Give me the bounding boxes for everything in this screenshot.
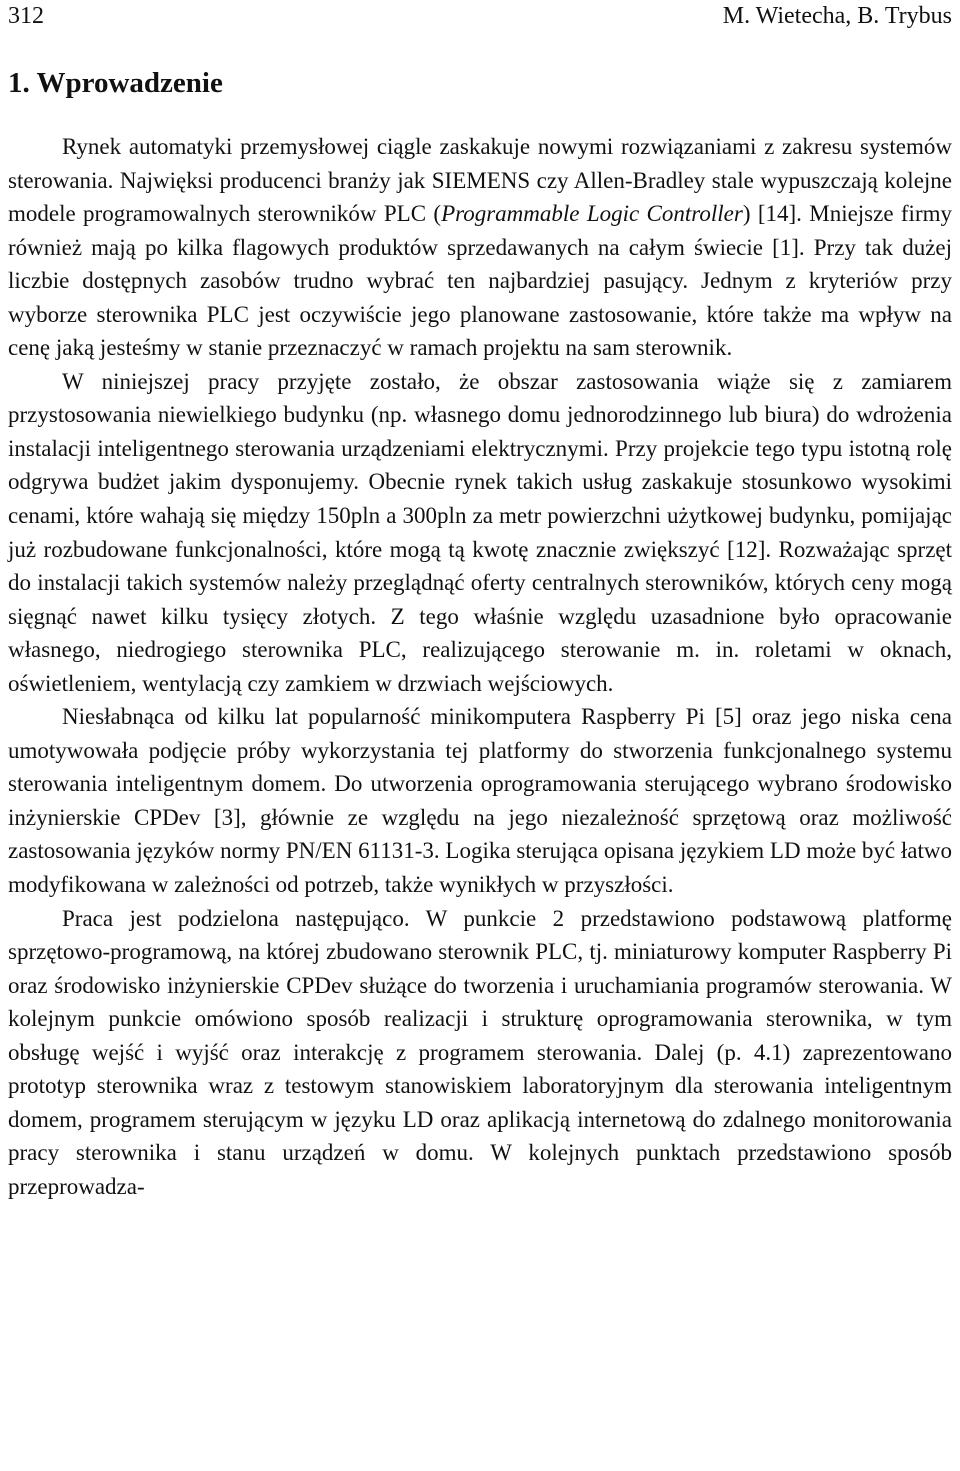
paragraph-3: Niesłabnąca od kilku lat popularność minikomputera Raspberry Pi [5] oraz jego niska cena umotywowała podjęcie próby wykorzystania tej platformy do stworzenia funkcjonalnego systemu sterowania inteligentnym domem. Do utworzenia oprogramowania sterującego wybrano środowisko inżynierskie CPDev [3], głównie ze względu na jego niezależność sprzętową oraz możliwość zastosowania języków normy PN/EN 61131-3. Logika sterująca opisana językiem LD może być łatwo modyfikowana w zależności od potrzeb, także wynikłych w przyszłości. [8,704,952,898]
page-number: 312 [8,3,44,29]
paragraph-2: W niniejszej pracy przyjęte zostało, że obszar zastosowania wiąże się z zamiarem przystosowania niewielkiego budynku (np. własnego domu jednorodzinnego lub biura) do wdrożenia instalacji inteligentnego sterowania urządzeniami elektrycznymi. Przy projekcie tego typu istotną rolę odgrywa budżet jakim dysponujemy. Obecnie rynek takich usług zaskakuje stosunkowo wysokimi cenami, które wahają się między 150pln a 300pln za metr powierzchni użytkowej budynku, pomijając już rozbudowane funkcjonalności, które mogą tą kwotę znacznie zwiększyć [12]. Rozważając sprzęt do instalacji takich systemów należy przeglądnąć oferty centralnych sterowników, których ceny mogą sięgnąć nawet kilku tysięcy złotych. Z tego właśnie względu uzasadnione było opracowanie własnego, niedrogiego sterownika PLC, realizującego sterowanie m. in. roletami w oknach, oświetleniem, wentylacją czy zamkiem w drzwiach wejściowych. [8,368,952,696]
paragraph-1 [8,130,952,365]
document-page [8,0,952,1204]
paragraph-4: Praca jest podzielona następująco. W punkcie 2 przedstawiono podstawową platformę sprzętowo-programową, na której zbudowano sterownik PLC, tj. miniaturowy komputer Raspberry Pi oraz środowisko inżynierskie CPDev służące do tworzenia i uruchamiania programów sterowania. W kolejnym punkcie omówiono sposób realizacji i strukturę oprogramowania sterownika, w tym obsługę wejść i wyjść oraz interakcję z programem sterowania. Dalej (p. 4.1) zaprezentowano prototyp sterownika wraz z testowym stanowiskiem laboratoryjnym dla sterowania inteligentnym domem, programem sterującym w języku LD oraz aplikacją internetową do zdalnego monitorowania pracy sterownika i stanu urządzeń w domu. W kolejnych punktach przedstawiono sposób przeprowadza- [8,905,952,1199]
section-heading: 1. Wprowadzenie [8,67,223,99]
paragraph-1-text-start: Rynek automatyki przemysłowej ciągle zaskakuje nowymi rozwiązaniami z zakresu systemów sterowania. Najwięksi producenci branży jak SIEMENS czy Allen-Bradley stale wypuszczają kolejne modele programowalnych sterowników PLC ( [8,134,952,227]
page-header [8,2,952,32]
paragraph-1-text-end: ) [14]. Mniejsze firmy również mają po kilka flagowych produktów sprzedawanych na całym świecie [1]. Przy tak dużej liczbie dostępnych zasobów trudno wybrać ten najbardziej pasujący. Jednym z kryteriów przy wyborze sterownika PLC jest oczywiście jego planowane zastosowanie, które także ma wpływ na cenę jaką jesteśmy w stanie przeznaczyć w ramach projektu na sam sterownik. [8,201,952,361]
paragraph-1-italic-term: Programmable Logic Controller [441,201,743,227]
running-head-authors: M. Wietecha, B. Trybus [722,3,952,29]
